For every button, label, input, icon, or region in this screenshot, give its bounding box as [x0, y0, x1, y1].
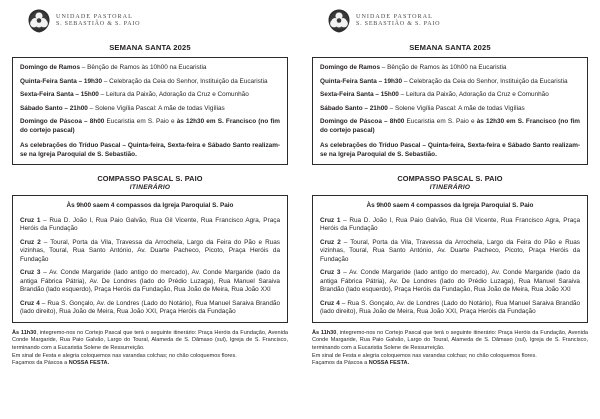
route-item: [20, 239, 280, 265]
triduum-note: As celebrações do Tríduo Pascal – Quinta-feira, Sexta-feira e Sábado Santo realizam-se na Igreja Paroquial de S. Sebastião.: [320, 142, 580, 158]
schedule-entry: [20, 91, 280, 100]
schedule-entry-text: – Leitura da Paixão, Adoração da Cruz e Comunhão: [98, 91, 249, 99]
route-text: – Toural, Porta da Vila, Travessa da Arrochela, Largo da Feira do Pão e Ruas vizinhas, Toural, Rua Santo António, Av. Duarte Pacheco, Picoto, Praça Heróis da Fundação: [320, 238, 580, 263]
closing-time: Às 11h30: [312, 329, 337, 336]
closing-line-3-lead: Façamos da Páscoa a: [12, 360, 69, 367]
closing-line-2: Em sinal de Festa e alegria coloquemos nas varandas colchas; no chão coloquemos flores.: [12, 352, 237, 359]
closing-line-1: [12, 330, 288, 353]
compasso-heading: Às 9h00 saem 4 compassos da Igreja Paroquial S. Paio: [66, 202, 234, 210]
parish-shield-logo-icon: [28, 9, 50, 33]
route-text: – Rua S. Gonçalo, Av. de Londres (Lado do Notário), Rua Manuel Saraiva Brandão (lado direito), Rua João de Meira, Rua João XXI, Praça Heróis da Fundação: [320, 299, 580, 316]
schedule-entry-emphasis: às 12h30 em S. Francisco (no fim do cortejo pascal): [320, 118, 580, 134]
schedule-entry-label: Sábado Santo – 21h00: [320, 104, 388, 112]
schedule-entry-text: – Bênção de Ramos às 10h00 na Eucaristia: [80, 64, 207, 71]
letterhead-line-2: S. SEBASTIÃO & S. PAIO: [56, 21, 141, 27]
compasso-itinerary-box: [12, 195, 288, 323]
schedule-entry-label: Sexta-Feira Santa – 15h00: [320, 91, 399, 99]
schedule-entry-text: – Solene Vigília Pascal: A mãe de todas Vigílias: [87, 104, 225, 112]
schedule-entry-text: – Bênção de Ramos às 10h00 na Eucaristia: [380, 64, 507, 71]
schedule-entry-label: Domingo de Ramos: [320, 64, 381, 71]
route-item: [20, 300, 280, 317]
schedule-entry-text: – Celebração da Ceia do Senhor, Instituição da Eucaristia: [402, 77, 568, 85]
compasso-title: COMPASSO PASCAL S. PAIO: [397, 174, 503, 184]
bulletin-panel-right: [300, 0, 600, 419]
closing-line-2: Em sinal de Festa e alegria coloquemos nas varandas colchas; no chão coloquemos flores.: [312, 352, 537, 359]
route-label: Cruz 2: [320, 238, 341, 246]
route-label: Cruz 1: [20, 216, 41, 224]
schedule-entry-text: Eucaristia em S. Paio e: [404, 118, 477, 126]
letterhead-line-2: S. SEBASTIÃO & S. PAIO: [356, 21, 441, 27]
schedule-entry: [320, 91, 580, 100]
closing-notes: [312, 330, 588, 368]
route-text: – Av. Conde Margaride (lado antigo do mercado), Av. Conde Margaride (lado da antiga Fábrica Pátria), Av. De Londres (lado do Prédio Luzaga), Rua Manuel Saraiva Brandão (lado esquerdo), Praça Heróis da Fundação, Rua João de Meira, Rua João XXI: [20, 269, 280, 294]
letterhead: [312, 6, 588, 36]
route-label: Cruz 4: [20, 299, 40, 307]
route-item: [320, 217, 580, 234]
route-item: [320, 269, 580, 295]
schedule-entry-emphasis: às 12h30 em S. Francisco (no fim do cortejo pascal): [20, 118, 280, 134]
schedule-entry-label: Quinta-Feira Santa – 19h30: [20, 77, 103, 85]
closing-line-3-emphasis: NOSSA FESTA.: [368, 360, 410, 367]
schedule-entry: [20, 78, 280, 87]
schedule-entry-text: Eucaristia em S. Paio e: [104, 118, 177, 126]
holy-week-schedule-box: [312, 57, 588, 165]
route-label: Cruz 1: [320, 216, 341, 224]
compasso-subtitle: ITINERÁRIO: [429, 184, 471, 192]
schedule-entry-label: Sábado Santo – 21h00: [20, 104, 88, 112]
route-label: Cruz 4: [320, 299, 340, 307]
closing-line-1: [312, 330, 588, 353]
closing-line-1-text: , integremo-nos no Cortejo Pascal que terá o seguinte itinerário: Praça Heróis da Fundação, Avenida Conde Margaride, Rua Paio Galvão, Largo do Toural, Alameda de S. Dâmaso (sul), Igreja de S. Francisco, terminando com a Eucaristia Solene de Ressurreição.: [312, 329, 588, 352]
closing-line-3: [312, 360, 588, 368]
letterhead-text: [356, 14, 440, 28]
schedule-entry: [20, 105, 280, 114]
closing-line-3: [12, 360, 288, 368]
route-text: – Toural, Porta da Vila, Travessa da Arrochela, Largo da Feira do Pão e Ruas vizinhas, Toural, Rua Santo António, Av. Duarte Pacheco, Picoto, Praça Heróis da Fundação: [20, 238, 280, 263]
schedule-entry: [20, 118, 280, 135]
parish-shield-logo-icon: [328, 9, 350, 33]
triduum-note: As celebrações do Tríduo Pascal – Quinta-feira, Sexta-feira e Sábado Santo realizam-se na Igreja Paroquial de S. Sebastião.: [20, 142, 280, 158]
letterhead-line-1: UNIDADE PASTORAL: [356, 13, 433, 20]
schedule-entry-text: – Celebração da Ceia do Senhor, Instituição da Eucaristia: [102, 77, 268, 85]
schedule-entry: [320, 118, 580, 135]
schedule-entry-label: Domingo de Páscoa – 8h00: [320, 118, 405, 126]
schedule-entry-label: Domingo de Ramos: [20, 64, 81, 71]
schedule-entry-label: Sexta-Feira Santa – 15h00: [20, 91, 99, 99]
letterhead-text: [56, 14, 140, 28]
letterhead: [12, 6, 288, 36]
route-text: – Rua D. João I, Rua Paio Galvão, Rua Gil Vicente, Rua Francisco Agra, Praça Heróis da Fundação: [20, 216, 281, 233]
route-item: [320, 300, 580, 317]
schedule-entry-label: Quinta-Feira Santa – 19h30: [320, 77, 403, 85]
holy-week-schedule-box: [12, 57, 288, 165]
route-label: Cruz 3: [320, 269, 341, 277]
schedule-entry-label: Domingo de Páscoa – 8h00: [20, 118, 105, 126]
section-divider: [12, 165, 288, 174]
compasso-heading: Às 9h00 saem 4 compassos da Igreja Paroquial S. Paio: [366, 202, 534, 210]
closing-time: Às 11h30: [12, 329, 37, 336]
schedule-entry: [320, 105, 580, 114]
section-divider: [312, 165, 588, 174]
closing-line-1-text: , integremo-nos no Cortejo Pascal que terá o seguinte itinerário: Praça Heróis da Fundação, Avenida Conde Margaride, Rua Paio Galvão, Largo do Toural, Alameda de S. Dâmaso (sul), Igreja de S. Francisco, terminando com a Eucaristia Solene de Ressurreição.: [12, 329, 288, 352]
letterhead-line-1: UNIDADE PASTORAL: [56, 13, 133, 20]
schedule-entry-text: – Solene Vigília Pascal: A mãe de todas Vigílias: [387, 104, 525, 112]
route-text: – Rua D. João I, Rua Paio Galvão, Rua Gil Vicente, Rua Francisco Agra, Praça Heróis da Fundação: [320, 216, 581, 233]
compasso-itinerary-box: [312, 195, 588, 323]
route-item: [320, 239, 580, 265]
route-label: Cruz 2: [20, 238, 41, 246]
compasso-title: COMPASSO PASCAL S. PAIO: [97, 174, 203, 184]
schedule-entry: [20, 64, 280, 73]
page-title: SEMANA SANTA 2025: [109, 43, 191, 52]
route-text: – Av. Conde Margaride (lado antigo do mercado), Av. Conde Margaride (lado da antiga Fábrica Pátria), Av. De Londres (lado do Prédio Luzaga), Rua Manuel Saraiva Brandão (lado esquerdo), Praça Heróis da Fundação, Rua João de Meira, Rua João XXI: [320, 269, 580, 294]
closing-line-3-lead: Façamos da Páscoa a: [312, 360, 369, 367]
route-text: – Rua S. Gonçalo, Av. de Londres (Lado do Notário), Rua Manuel Saraiva Brandão (lado direito), Rua João de Meira, Rua João XXI, Praça Heróis da Fundação: [20, 299, 280, 316]
route-label: Cruz 3: [20, 269, 41, 277]
schedule-entry: [320, 78, 580, 87]
schedule-entry: [320, 64, 580, 73]
compasso-subtitle: ITINERÁRIO: [129, 184, 171, 192]
closing-line-3-emphasis: NOSSA FESTA.: [68, 360, 110, 367]
route-item: [20, 217, 280, 234]
page-title: SEMANA SANTA 2025: [409, 43, 491, 52]
route-item: [20, 269, 280, 295]
schedule-entry-text: – Leitura da Paixão, Adoração da Cruz e Comunhão: [398, 91, 549, 99]
closing-notes: [12, 330, 288, 368]
